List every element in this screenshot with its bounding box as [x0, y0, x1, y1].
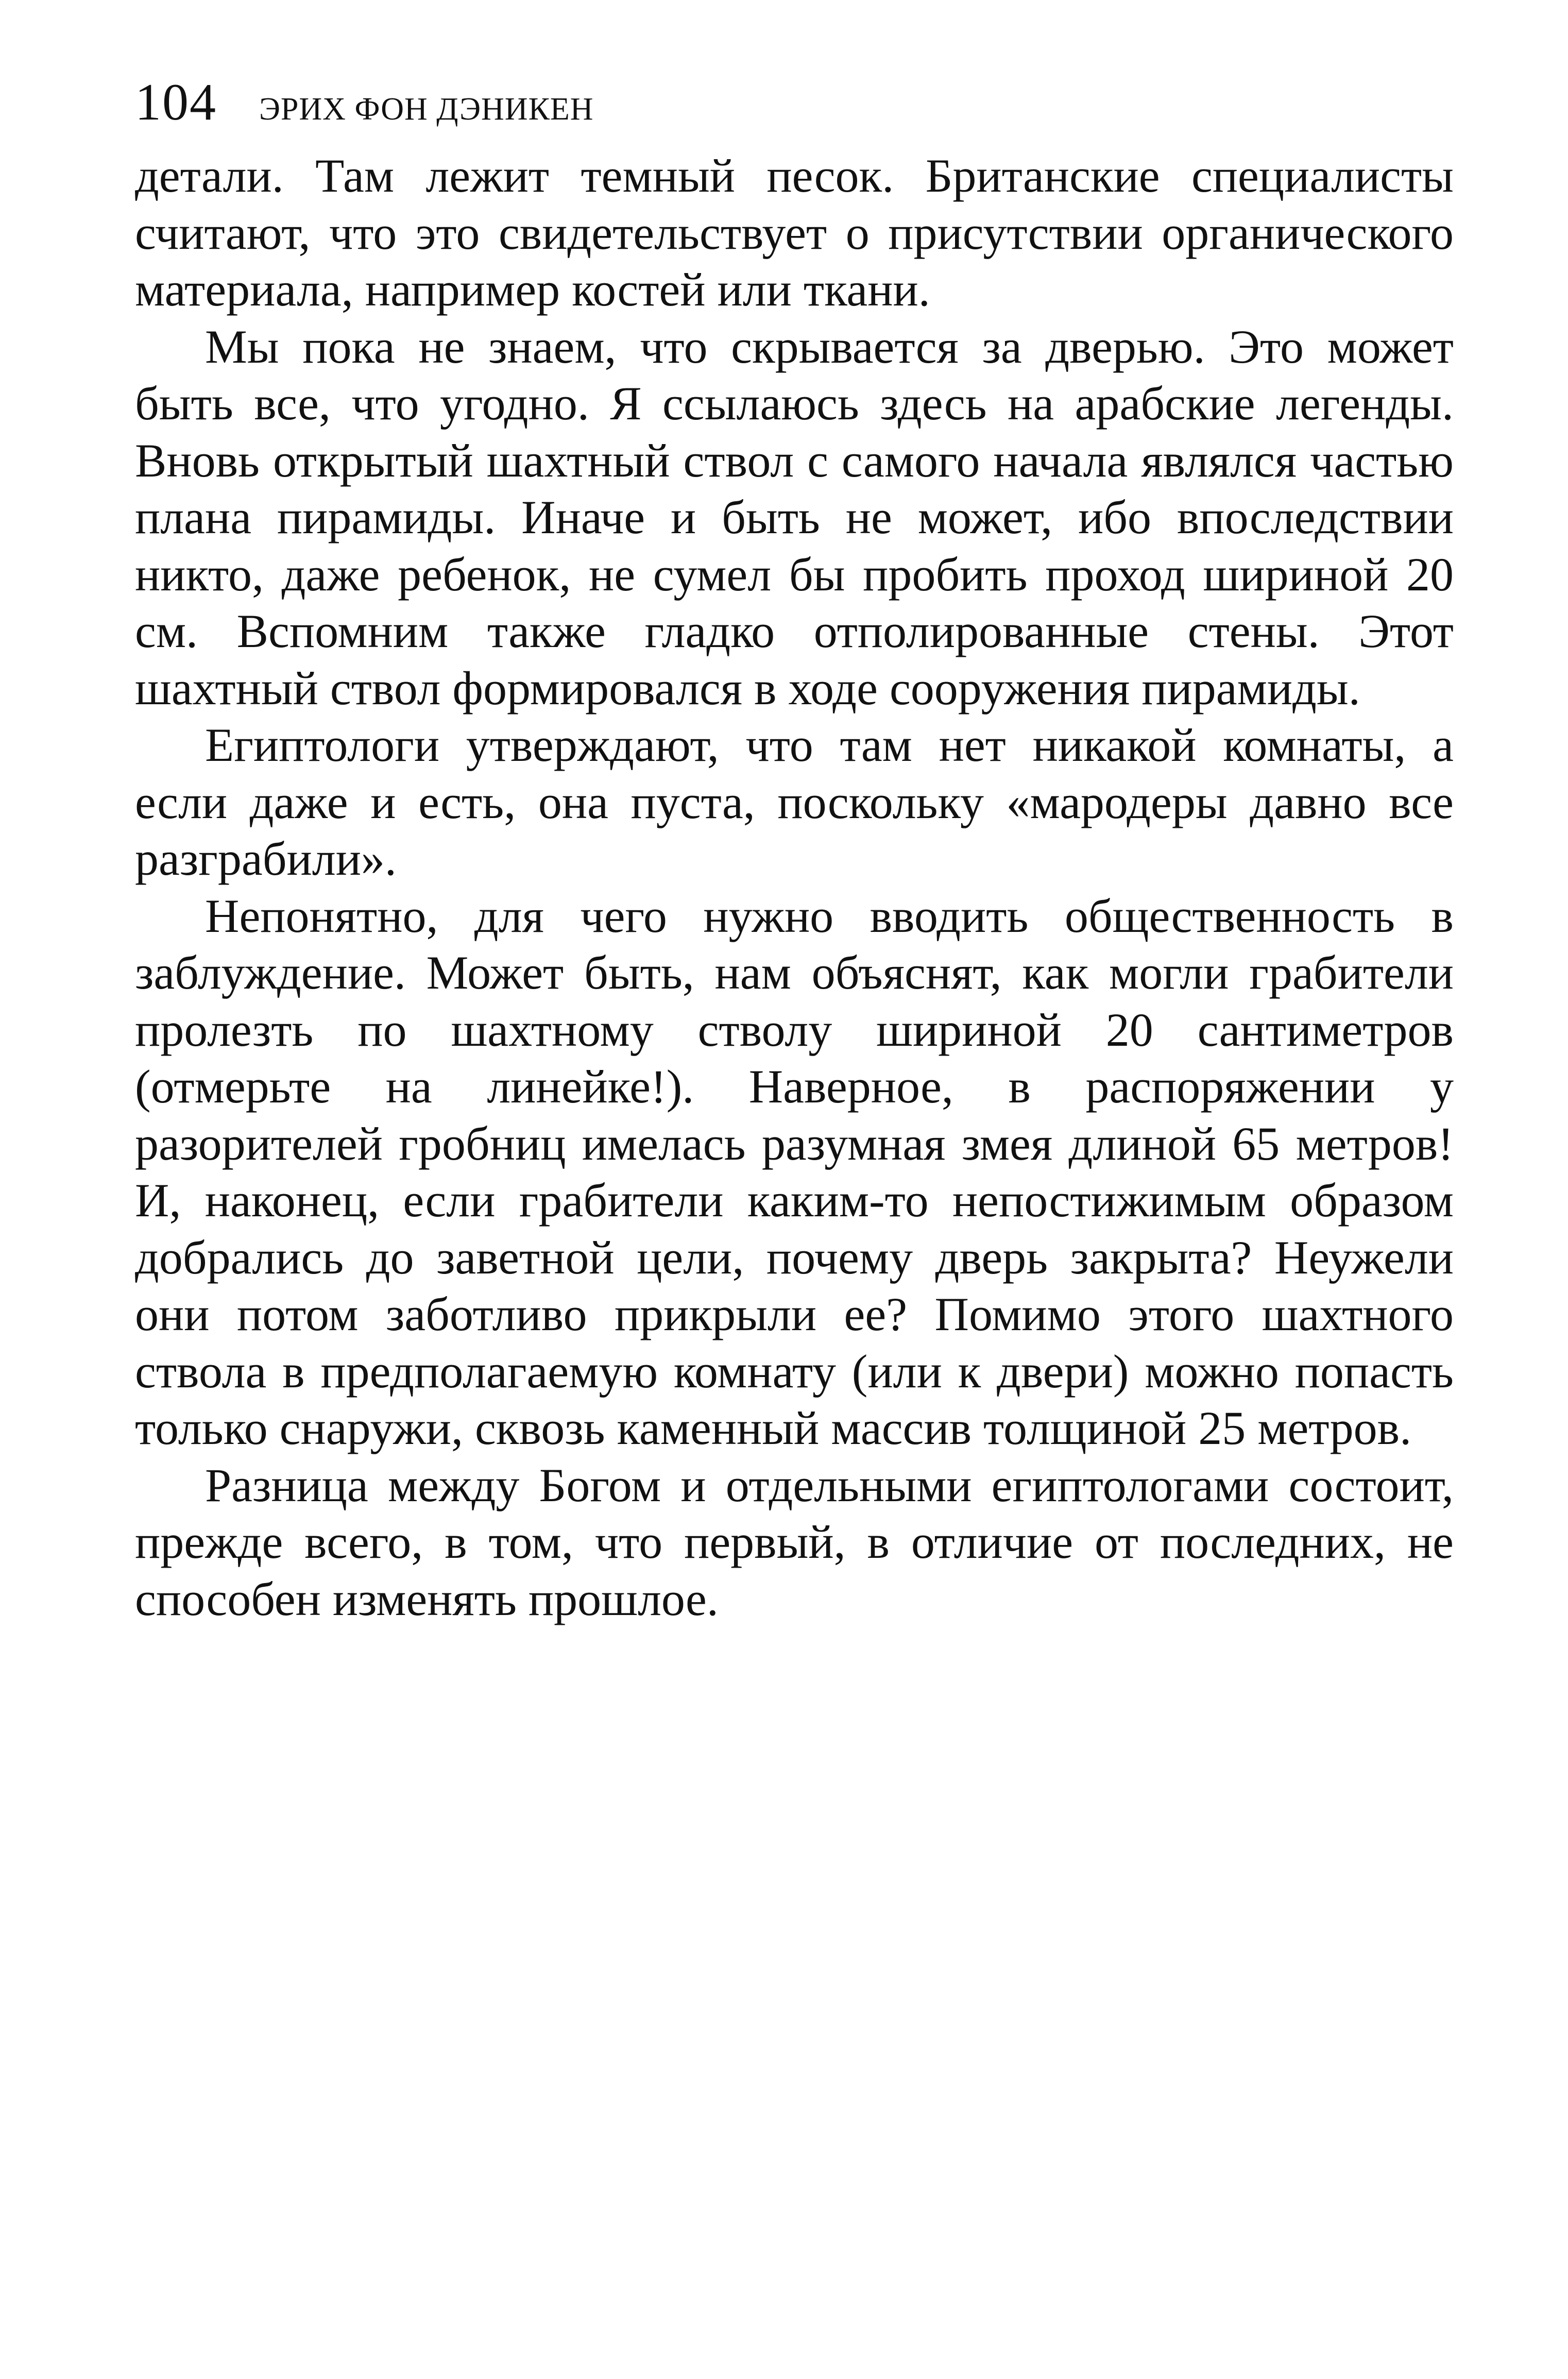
running-header: [135, 73, 1454, 138]
paragraph: Мы пока не знаем, что скрывается за дверью. Это может быть все, что угодно. Я ссылаюсь здесь на арабские легенды. Вновь открытый шахтный ствол с самого начала являлся частью плана пирамиды. Иначе и быть не может, ибо впоследствии никто, даже ребенок, не сумел бы пробить проход шириной 20 см. Вспомним также гладко отполированные стены. Этот шахтный ствол формировался в ходе сооружения пирамиды.: [135, 320, 1454, 715]
book-page: [135, 73, 1454, 1627]
paragraph: Египтологи утверждают, что там нет никакой комнаты, а если даже и есть, она пуста, поскольку «мародеры давно все разграбили».: [135, 719, 1454, 885]
author-name: ЭРИХ ФОН ДЭНИКЕН: [259, 92, 594, 127]
paragraph: Непонятно, для чего нужно вводить общественность в заблуждение. Может быть, нам объяснят, как могли грабители пролезть по шахтному стволу шириной 20 сантиметров (отмерьте на линейке!). Наверное, в распоряжении у разорителей гробниц имелась разумная змея длиной 65 метров! И, наконец, если грабители каким-то непостижимым образом добрались до заветной цели, почему дверь закрыта? Неужели они потом заботливо прикрыли ее? Помимо этого шахтного ствола в предполагаемую комнату (или к двери) можно попасть только снаружи, сквозь каменный массив толщиной 25 метров.: [135, 889, 1454, 1454]
page-number: 104: [135, 73, 217, 131]
body-text: [135, 147, 1454, 1627]
paragraph: Разница между Богом и отдельными египтологами состоит, прежде всего, в том, что первый, в отличие от последних, не способен изменять прошлое.: [135, 1458, 1454, 1625]
paragraph-continuation: детали. Там лежит темный песок. Британские специалисты считают, что это свидетельствует о присутствии органического материала, например костей или ткани.: [135, 149, 1454, 316]
